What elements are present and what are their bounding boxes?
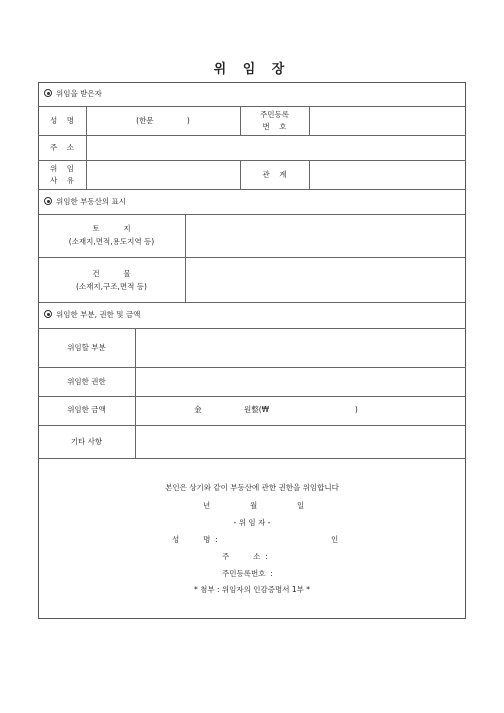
rule [38,189,466,190]
seal-mark: 인 [331,535,339,544]
rrn-field[interactable] [310,107,465,134]
land-label: 토 지 [92,224,131,233]
address-label: 주 소 [49,143,75,152]
rule [38,396,466,397]
authority-label: 위임한 권한 [67,377,106,386]
reason-label-line2: 사 유 [49,176,75,185]
other-label: 기타 사항 [70,437,103,446]
attachment-note: * 첨부 : 위임자의 인감증명서 1부 * [193,585,311,594]
date-month: 월 [250,501,258,510]
delegator-heading: - 위 임 자 - [233,518,271,527]
delegator-rrn-label: 주민등록번호 : [222,569,273,578]
part-field[interactable] [136,329,465,366]
rule [38,458,466,459]
relation-label: 관 계 [262,170,287,179]
land-sublabel: (소재지,면적,용도지역 등) [68,237,155,246]
declaration-statement: 본인은 상기와 같이 부동산에 관한 권한을 위임합니다 [165,483,339,492]
rrn-label-line2: 번 호 [262,122,287,131]
building-sublabel: (소재지,구조,면적 등) [76,282,147,291]
rrn-label-line1: 주민등록 [260,110,289,119]
name-label: 성 명 [49,116,75,125]
authority-field[interactable] [136,368,465,395]
reason-field[interactable] [87,161,239,188]
section-heading-grantee [44,89,102,99]
section-heading-text: 위임을 받은자 [56,89,102,98]
bullet-icon [44,197,52,205]
amount-field[interactable]: 원整(₩ ) [244,405,358,414]
date-year: 년 [203,501,211,510]
section-heading-text: 위임한 부동산의 표시 [56,197,126,206]
date-day: 일 [297,501,305,510]
section-heading-text: 위임한 부분, 권한 및 금액 [56,310,141,319]
delegator-address-label: 주 소 : [222,552,268,561]
part-label: 위임할 부분 [67,343,106,352]
rule [38,302,466,303]
reason-label-line1: 위 임 [49,164,75,173]
delegator-name-label: 성 명 : [172,535,218,544]
section-heading-authority [44,310,140,320]
amount-prefix: 金 [194,405,202,414]
section-heading-property [44,197,126,207]
name-hanja-field[interactable]: (한문 ) [136,116,190,125]
bullet-icon [44,310,52,318]
building-field[interactable] [186,258,465,301]
relation-field[interactable] [310,161,465,188]
amount-label: 위임한 금액 [67,405,106,414]
bullet-icon [44,89,52,97]
land-field[interactable] [186,215,465,256]
document-title: 위 임 장 [213,62,291,77]
other-field[interactable] [136,426,465,457]
building-label: 건 물 [92,269,131,278]
address-field[interactable] [87,136,465,159]
